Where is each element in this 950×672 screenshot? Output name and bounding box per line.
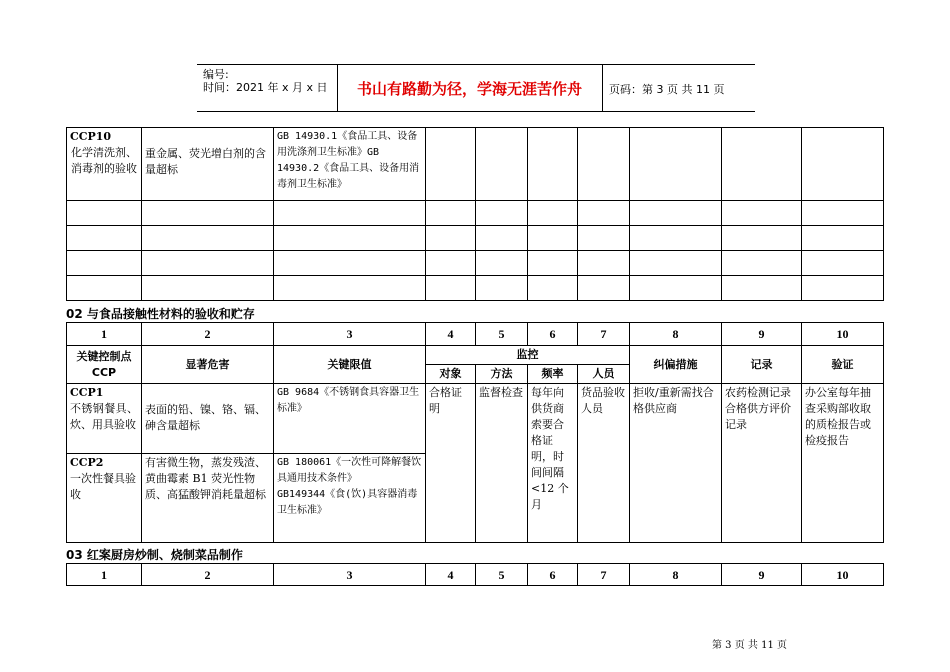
col-num: 9 [722,323,802,346]
column-number-row [67,564,884,586]
verify-cell: 办公室每年抽查采购部收取的质检报告或检疫报告 [802,384,884,543]
ccp-cell [67,128,142,201]
ccp-name: 化学清洗剂、消毒剂的验收 [71,146,137,175]
section-title-03: 03 红案厨房炒制、烧制菜品制作 [66,548,243,562]
table-row [67,251,884,276]
col-num: 7 [578,564,630,586]
ccp-table-continued [66,127,884,301]
header-motto: 书山有路勤为径，学海无涯苦作舟 [356,80,582,98]
col-num: 5 [476,564,528,586]
hazard-cell: 重金属、荧光增白剂的含量超标 [142,128,274,201]
column-number-row [67,323,884,346]
header-monitor: 监控 [426,346,630,365]
table-row [67,226,884,251]
header-record: 记录 [722,346,802,384]
col-num: 1 [67,323,142,346]
header-page-number: 页码：第 3 页 共 11 页 [609,83,725,96]
section-title-02: 02 与食品接触性材料的验收和贮存 [66,307,255,321]
limit-line-1: GB 180061《一次性可降解餐饮具通用技术条件》 [277,457,422,484]
ccp-name: 不锈钢餐具、炊、用具验收 [70,402,138,431]
ccp-table-materials [66,322,884,543]
header-verify: 验证 [802,346,884,384]
ccp-id: CCP10 [70,130,112,143]
col-num: 8 [630,323,722,346]
col-num: 10 [802,564,884,586]
ccp-table-kitchen [66,563,884,586]
col-num: 9 [722,564,802,586]
ccp-cell [67,454,142,543]
date-label: 时间：2021 年 x 月 x 日 [203,81,328,94]
table-row [67,276,884,301]
table-row [67,201,884,226]
object-cell: 合格证明 [426,384,476,543]
col-num: 3 [274,564,426,586]
col-num: 10 [802,323,884,346]
header-row [67,346,884,365]
header-hazard: 显著危害 [142,346,274,384]
col-num: 2 [142,323,274,346]
limit-line-2: GB149344《食(饮)具容器消毒卫生标准》 [277,489,418,516]
col-num: 6 [528,564,578,586]
ccp-name: 一次性餐具验收 [70,472,136,501]
header-ccp: 关键控制点 CCP [67,346,142,384]
header-object: 对象 [426,365,476,384]
col-num: 7 [578,323,630,346]
col-num: 6 [528,323,578,346]
limit-cell: GB 9684《不锈钢食具容器卫生标准》 [274,384,426,454]
col-num: 3 [274,323,426,346]
method-cell: 监督检查 [476,384,528,543]
header-corrective: 纠偏措施 [630,346,722,384]
header-left [203,68,328,94]
ccp-cell [67,384,142,454]
page-header [197,64,755,112]
record-cell: 农药检测记录 合格供方评价记录 [722,384,802,543]
page-footer: 第 3 页 共 11 页 [712,640,787,651]
frequency-cell: 每年向供货商索要合格证明，时间间隔<12 个月 [528,384,578,543]
header-method: 方法 [476,365,528,384]
ccp-id: CCP2 [70,456,104,469]
hazard-cell: 有害微生物，蒸发残渣、黄曲霉素 B1 荧光性物质、高猛酸钾消耗量超标 [142,454,274,543]
table-row [67,384,884,454]
col-num: 5 [476,323,528,346]
col-num: 8 [630,564,722,586]
header-frequency: 频率 [528,365,578,384]
ccp-id: CCP1 [70,386,104,399]
header-personnel: 人员 [578,365,630,384]
personnel-cell: 货品验收人员 [578,384,630,543]
col-num: 4 [426,564,476,586]
col-num: 2 [142,564,274,586]
doc-number-label: 编号: [203,68,229,81]
limit-cell: GB 14930.1《食品工具、设备用洗涤剂卫生标准》GB 14930.2《食品工具、设备用消毒剂卫生标准》 [274,128,426,201]
limit-cell [274,454,426,543]
corrective-cell: 拒收/重新需找合格供应商 [630,384,722,543]
header-limit: 关键限值 [274,346,426,384]
table-row [67,128,884,201]
hazard-cell: 表面的铅、镍、铬、镉、砷含量超标 [142,384,274,454]
col-num: 4 [426,323,476,346]
col-num: 1 [67,564,142,586]
